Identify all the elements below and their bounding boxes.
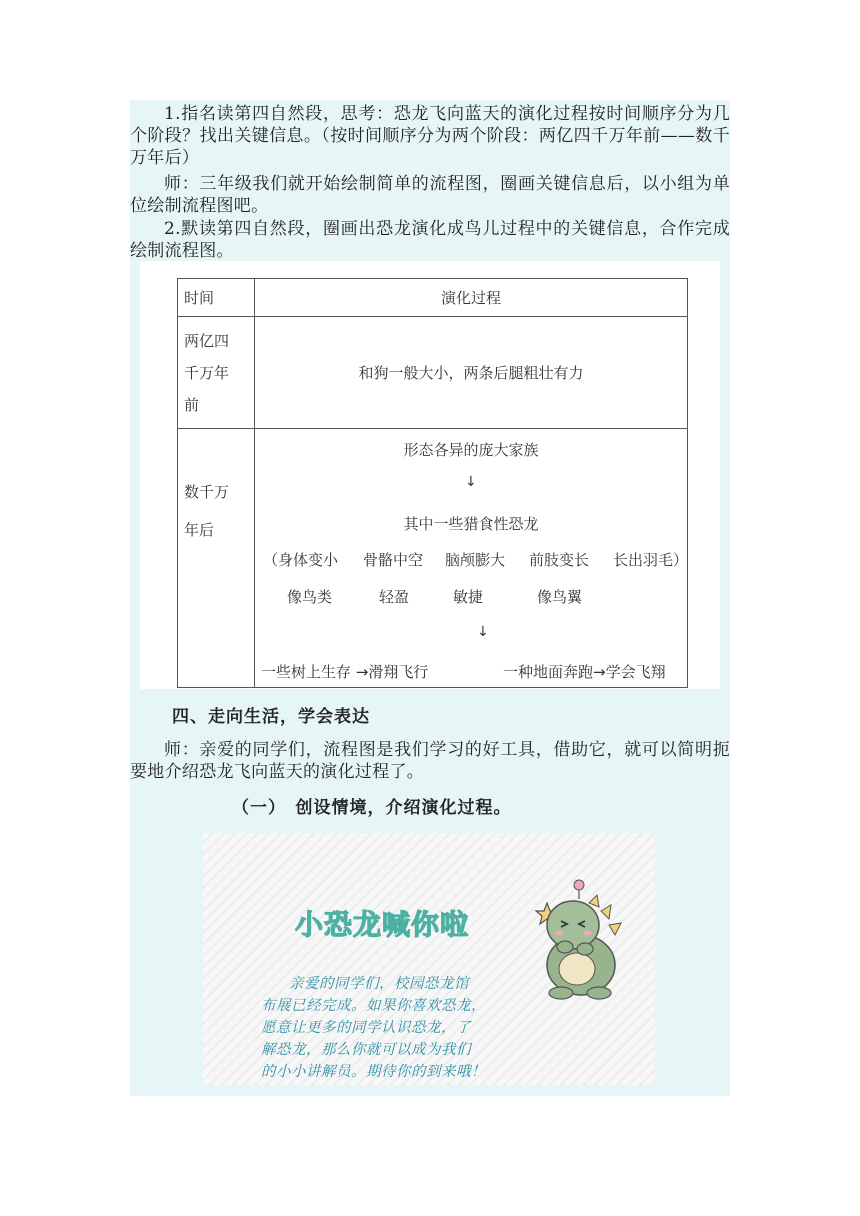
outcome-ground: 一种地面奔跑→学会飞翔 bbox=[503, 663, 666, 681]
row2-time-line: 年后 bbox=[184, 521, 215, 539]
card-line: 愿意让更多的同学认识恐龙，了 bbox=[261, 1020, 471, 1036]
card-line: 解恐龙，那么你就可以成为我们 bbox=[261, 1042, 471, 1058]
sub-heading: （一） 创设情境，介绍演化过程。 bbox=[232, 798, 512, 818]
row1-time-line: 千万年 bbox=[184, 363, 230, 382]
feature-feather: 长出羽毛） bbox=[613, 551, 689, 569]
card-line: 亲爱的同学们，校园恐龙馆 bbox=[289, 976, 469, 992]
row1-process: 和狗一般大小，两条后腿粗壮有力 bbox=[255, 317, 688, 429]
feature-sub-agile: 敏捷 bbox=[453, 588, 484, 606]
row2-process bbox=[255, 429, 688, 688]
row1-time-line: 前 bbox=[184, 395, 200, 414]
table-header-row bbox=[178, 279, 688, 317]
evo-predators: 其中一些猎食性恐龙 bbox=[403, 515, 539, 533]
feature-body: （身体变小 bbox=[263, 551, 339, 569]
header-time: 时间 bbox=[178, 279, 255, 317]
outcome-tree: 一些树上生存 →滑翔飞行 bbox=[261, 663, 429, 681]
down-arrow-icon: ↓ bbox=[477, 624, 489, 640]
feature-bones: 骨骼中空 bbox=[363, 551, 424, 569]
question-paragraph: 1.指名读第四自然段，思考：恐龙飞向蓝天的演化过程按时间顺序分为几个阶段？找出关键信息。（按时间顺序分为两个阶段：两亿四千万年前——数千万年后） bbox=[130, 104, 730, 168]
invitation-card bbox=[203, 833, 655, 1085]
card-line: 的小小讲解员。期待你的到来哦！ bbox=[261, 1064, 486, 1080]
flow-table bbox=[177, 278, 688, 688]
feature-sub-bird: 像鸟类 bbox=[287, 588, 333, 606]
row2-time bbox=[178, 429, 255, 688]
feature-sub-light: 轻盈 bbox=[379, 588, 410, 606]
flow-table-image bbox=[140, 261, 720, 689]
table-row bbox=[178, 317, 688, 429]
feature-sub-wing: 像鸟翼 bbox=[537, 588, 583, 606]
card-line: 布展已经完成。如果你喜欢恐龙， bbox=[261, 998, 486, 1014]
section-heading: 四、走向生活，学会表达 bbox=[172, 707, 370, 727]
teacher-paragraph: 师：三年级我们就开始绘制简单的流程图，圈画关键信息后，以小组为单位绘制流程图吧。 bbox=[130, 174, 730, 216]
row1-time-line: 两亿四 bbox=[184, 331, 230, 350]
row1-time bbox=[178, 317, 255, 429]
feature-forelimb: 前肢变长 bbox=[529, 551, 590, 569]
card-title: 小恐龙喊你啦 bbox=[295, 908, 470, 941]
header-process: 演化过程 bbox=[255, 279, 688, 317]
table-row bbox=[178, 429, 688, 688]
card-body bbox=[261, 973, 523, 1083]
evo-family: 形态各异的庞大家族 bbox=[403, 441, 539, 459]
down-arrow-icon: ↓ bbox=[465, 474, 477, 490]
feature-brain: 脑颅膨大 bbox=[445, 551, 506, 569]
dinosaur-mascot-icon bbox=[521, 873, 633, 1003]
section-paragraph: 师：亲爱的同学们，流程图是我们学习的好工具，借助它，就可以简明扼要地介绍恐龙飞向蓝天的演化过程了。 bbox=[130, 740, 730, 782]
task-paragraph: 2.默读第四自然段，圈画出恐龙演化成鸟儿过程中的关键信息，合作完成绘制流程图。 bbox=[130, 219, 730, 261]
row2-time-line: 数千万 bbox=[184, 483, 230, 501]
